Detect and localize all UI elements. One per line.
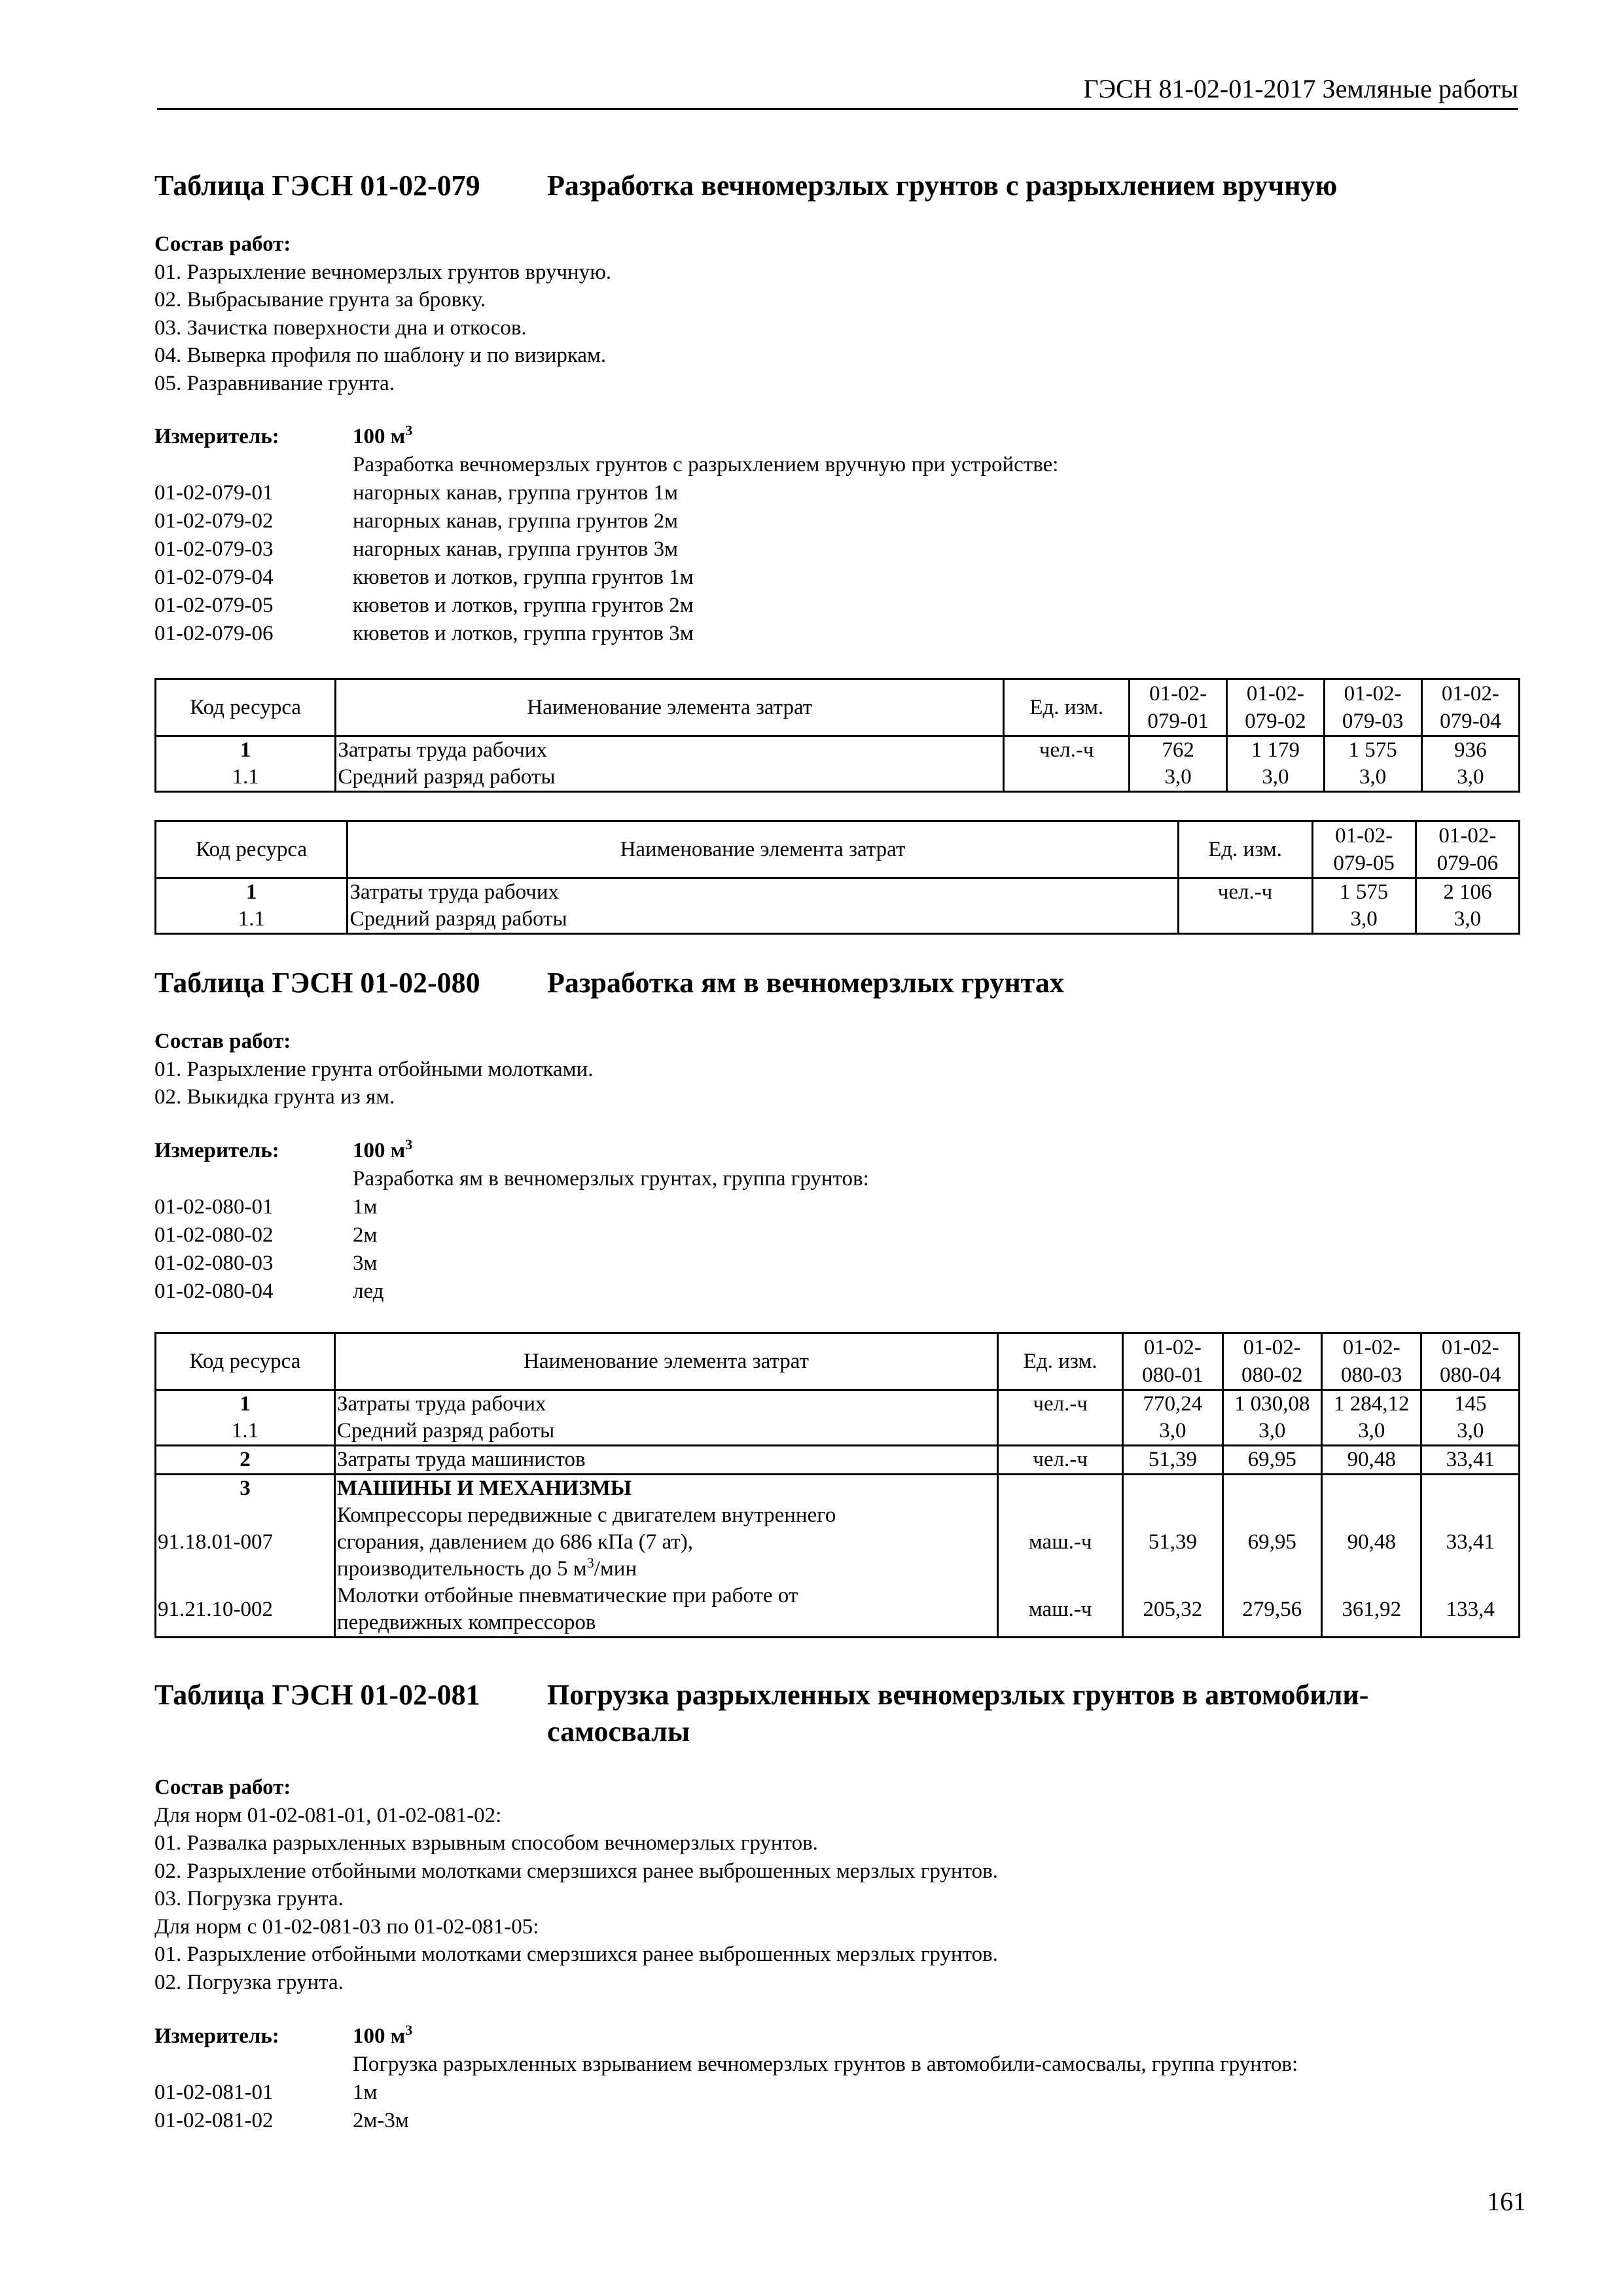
table-header-row [156, 1333, 1520, 1390]
table-079-resources-2 [154, 820, 1520, 935]
norm-desc: нагорных канав, группа грунтов 3м [353, 537, 678, 561]
norms-intro: Погрузка разрыхленных взрыванием вечномерзлых грунтов в автомобили-самосвалы, группа грунтов: [353, 2053, 1298, 2076]
meter-label: Измеритель: [154, 425, 279, 448]
table-079-number: Таблица ГЭСН 01-02-079 [154, 170, 480, 202]
norm-code: 01-02-080-02 [154, 1223, 274, 1247]
composition-item: 03. Зачистка поверхности дна и откосов. [154, 315, 527, 340]
norm-desc: лед [353, 1280, 384, 1303]
table-081-title-line1: Погрузка разрыхленных вечномерзлых грунтов в автомобили- [547, 1679, 1369, 1711]
norm-desc: 2м-3м [353, 2109, 409, 2132]
norm-desc: 3м [353, 1251, 378, 1275]
composition-item: 02. Погрузка грунта. [154, 1970, 344, 1994]
table-row: 1 Затраты труда рабочих чел.-ч 770,24 1 030,08 1 284,12 145 [156, 1390, 1520, 1418]
table-079-composition [154, 230, 611, 397]
norm-desc: кюветов и лотков, группа грунтов 3м [353, 622, 694, 645]
header-unit: Ед. изм. [1178, 821, 1312, 878]
composition-item: 02. Разрыхление отбойными молотками смерзшихся ранее выброшенных мерзлых грунтов. [154, 1859, 998, 1883]
norms-intro: Разработка вечномерзлых грунтов с разрыхлением вручную при устройстве: [353, 453, 1059, 476]
header-col: 01-02- 080-03 [1322, 1333, 1421, 1390]
header-col: 01-02- 079-05 [1312, 821, 1416, 878]
norm-code: 01-02-079-06 [154, 622, 274, 645]
composition-item: 01. Разрыхление отбойными молотками смерзшихся ранее выброшенных мерзлых грунтов. [154, 1943, 998, 1966]
norm-desc: 1м [353, 1195, 378, 1219]
table-081-composition [154, 1774, 998, 1996]
header-col: 01-02- 079-04 [1421, 679, 1519, 736]
header-col: 01-02- 079-03 [1324, 679, 1421, 736]
composition-item: 05. Разравнивание грунта. [154, 371, 395, 395]
table-row: 1 Затраты труда рабочих чел.-ч 762 1 179 1 575 936 [156, 736, 1520, 764]
table-row: 91.18.01-007 Компрессоры передвижные с двигателем внутреннего сгорания, давлением до 686 кПа (7 ат), производительность до 5 $м^3$/мин маш.-ч 51,39 69,95 90,48 33,41 [156, 1502, 1520, 1583]
composition-item: 02. Выбрасывание грунта за бровку. [154, 288, 486, 312]
header-name: Наименование элемента затрат [334, 1333, 997, 1390]
composition-label: Состав работ: [154, 232, 291, 256]
norm-code: 01-02-081-01 [154, 2081, 274, 2104]
norm-code: 01-02-079-04 [154, 565, 274, 589]
norms-intro: Разработка ям в вечномерзлых грунтах, группа грунтов: [353, 1167, 869, 1191]
header-col: 01-02- 079-06 [1416, 821, 1519, 878]
norm-code: 01-02-079-03 [154, 537, 274, 561]
norm-code: 01-02-080-01 [154, 1195, 274, 1219]
header-col: 01-02- 080-01 [1123, 1333, 1222, 1390]
table-header-row [156, 679, 1520, 736]
norm-code: 01-02-081-02 [154, 2109, 274, 2132]
meter-label: Измеритель: [154, 1139, 279, 1162]
header-name: Наименование элемента затрат [348, 821, 1178, 878]
header-rule [157, 108, 1518, 110]
table-row: 91.21.10-002 Молотки отбойные пневматические при работе от передвижных компрессоров маш.-ч 205,32 279,56 361,92 133,4 [156, 1583, 1520, 1638]
norm-code: 01-02-079-01 [154, 481, 274, 505]
meter-value: 100 м [353, 1139, 406, 1162]
header-col: 01-02- 079-02 [1227, 679, 1324, 736]
table-080-number: Таблица ГЭСН 01-02-080 [154, 967, 480, 999]
header-col: 01-02- 080-02 [1222, 1333, 1322, 1390]
header-code: Код ресурса [156, 821, 348, 878]
norm-code: 01-02-079-02 [154, 509, 274, 533]
composition-item: 01. Развалка разрыхленных взрывным способом вечномерзлых грунтов. [154, 1831, 818, 1855]
meter-label: Измеритель: [154, 2024, 279, 2048]
table-079-resources-1 [154, 678, 1520, 793]
header-unit: Ед. изм. [998, 1333, 1123, 1390]
composition-item: 01. Разрыхление вечномерзлых грунтов вручную. [154, 260, 612, 284]
norm-desc: кюветов и лотков, группа грунтов 2м [353, 594, 694, 617]
norm-desc: 1м [353, 2081, 378, 2104]
composition-item: Для норм 01-02-081-01, 01-02-081-02: [154, 1803, 502, 1827]
header-code: Код ресурса [156, 679, 336, 736]
table-row: 2 Затраты труда машинистов чел.-ч 51,39 69,95 90,48 33,41 [156, 1446, 1520, 1475]
meter-sup: 3 [405, 2022, 413, 2038]
norm-desc: 2м [353, 1223, 378, 1247]
meter-value: 100 м [353, 425, 406, 448]
header-name: Наименование элемента затрат [336, 679, 1004, 736]
table-header-row [156, 821, 1520, 878]
table-080-heading [154, 965, 1064, 1001]
table-080-title: Разработка ям в вечномерзлых грунтах [547, 967, 1064, 999]
table-081-heading [154, 1677, 1369, 1713]
header-col: 01-02- 080-04 [1421, 1333, 1520, 1390]
header-unit: Ед. изм. [1004, 679, 1130, 736]
table-081-number: Таблица ГЭСН 01-02-081 [154, 1679, 480, 1711]
table-081-title-line2: самосвалы [547, 1715, 690, 1748]
header-col: 01-02- 079-01 [1130, 679, 1227, 736]
composition-item: 03. Погрузка грунта. [154, 1887, 344, 1910]
table-080-resources [154, 1332, 1520, 1638]
header-code: Код ресурса [156, 1333, 335, 1390]
running-header: ГЭСН 81-02-01-2017 Земляные работы [1083, 74, 1518, 103]
norm-desc: кюветов и лотков, группа грунтов 1м [353, 565, 694, 589]
norm-code: 01-02-080-04 [154, 1280, 274, 1303]
composition-item: 02. Выкидка грунта из ям. [154, 1085, 395, 1109]
table-079-heading [154, 168, 1338, 204]
meter-sup: 3 [405, 422, 413, 439]
table-row: 1 Затраты труда рабочих чел.-ч 1 575 2 106 [156, 878, 1520, 906]
composition-label: Состав работ: [154, 1030, 291, 1053]
table-079-title: Разработка вечномерзлых грунтов с разрыхлением вручную [547, 170, 1338, 202]
table-row: 1.1 Средний разряд работы 3,0 3,0 [156, 906, 1520, 934]
composition-label: Состав работ: [154, 1776, 291, 1799]
table-080-composition [154, 1028, 593, 1111]
meter-value: 100 м [353, 2024, 406, 2048]
table-row: 1.1 Средний разряд работы 3,0 3,0 3,0 3,0 [156, 1418, 1520, 1446]
norm-code: 01-02-080-03 [154, 1251, 274, 1275]
table-row: 1.1 Средний разряд работы 3,0 3,0 3,0 3,0 [156, 764, 1520, 792]
norm-code: 01-02-079-05 [154, 594, 274, 617]
page-number: 161 [1487, 2187, 1526, 2216]
norm-desc: нагорных канав, группа грунтов 2м [353, 509, 678, 533]
composition-item: Для норм с 01-02-081-03 по 01-02-081-05: [154, 1914, 539, 1939]
table-row: 3 МАШИНЫ И МЕХАНИЗМЫ [156, 1475, 1520, 1503]
composition-item: 04. Выверка профиля по шаблону и по визиркам. [154, 344, 607, 367]
composition-item: 01. Разрыхление грунта отбойными молотками. [154, 1057, 594, 1081]
meter-sup: 3 [405, 1136, 413, 1153]
norm-desc: нагорных канав, группа грунтов 1м [353, 481, 678, 505]
